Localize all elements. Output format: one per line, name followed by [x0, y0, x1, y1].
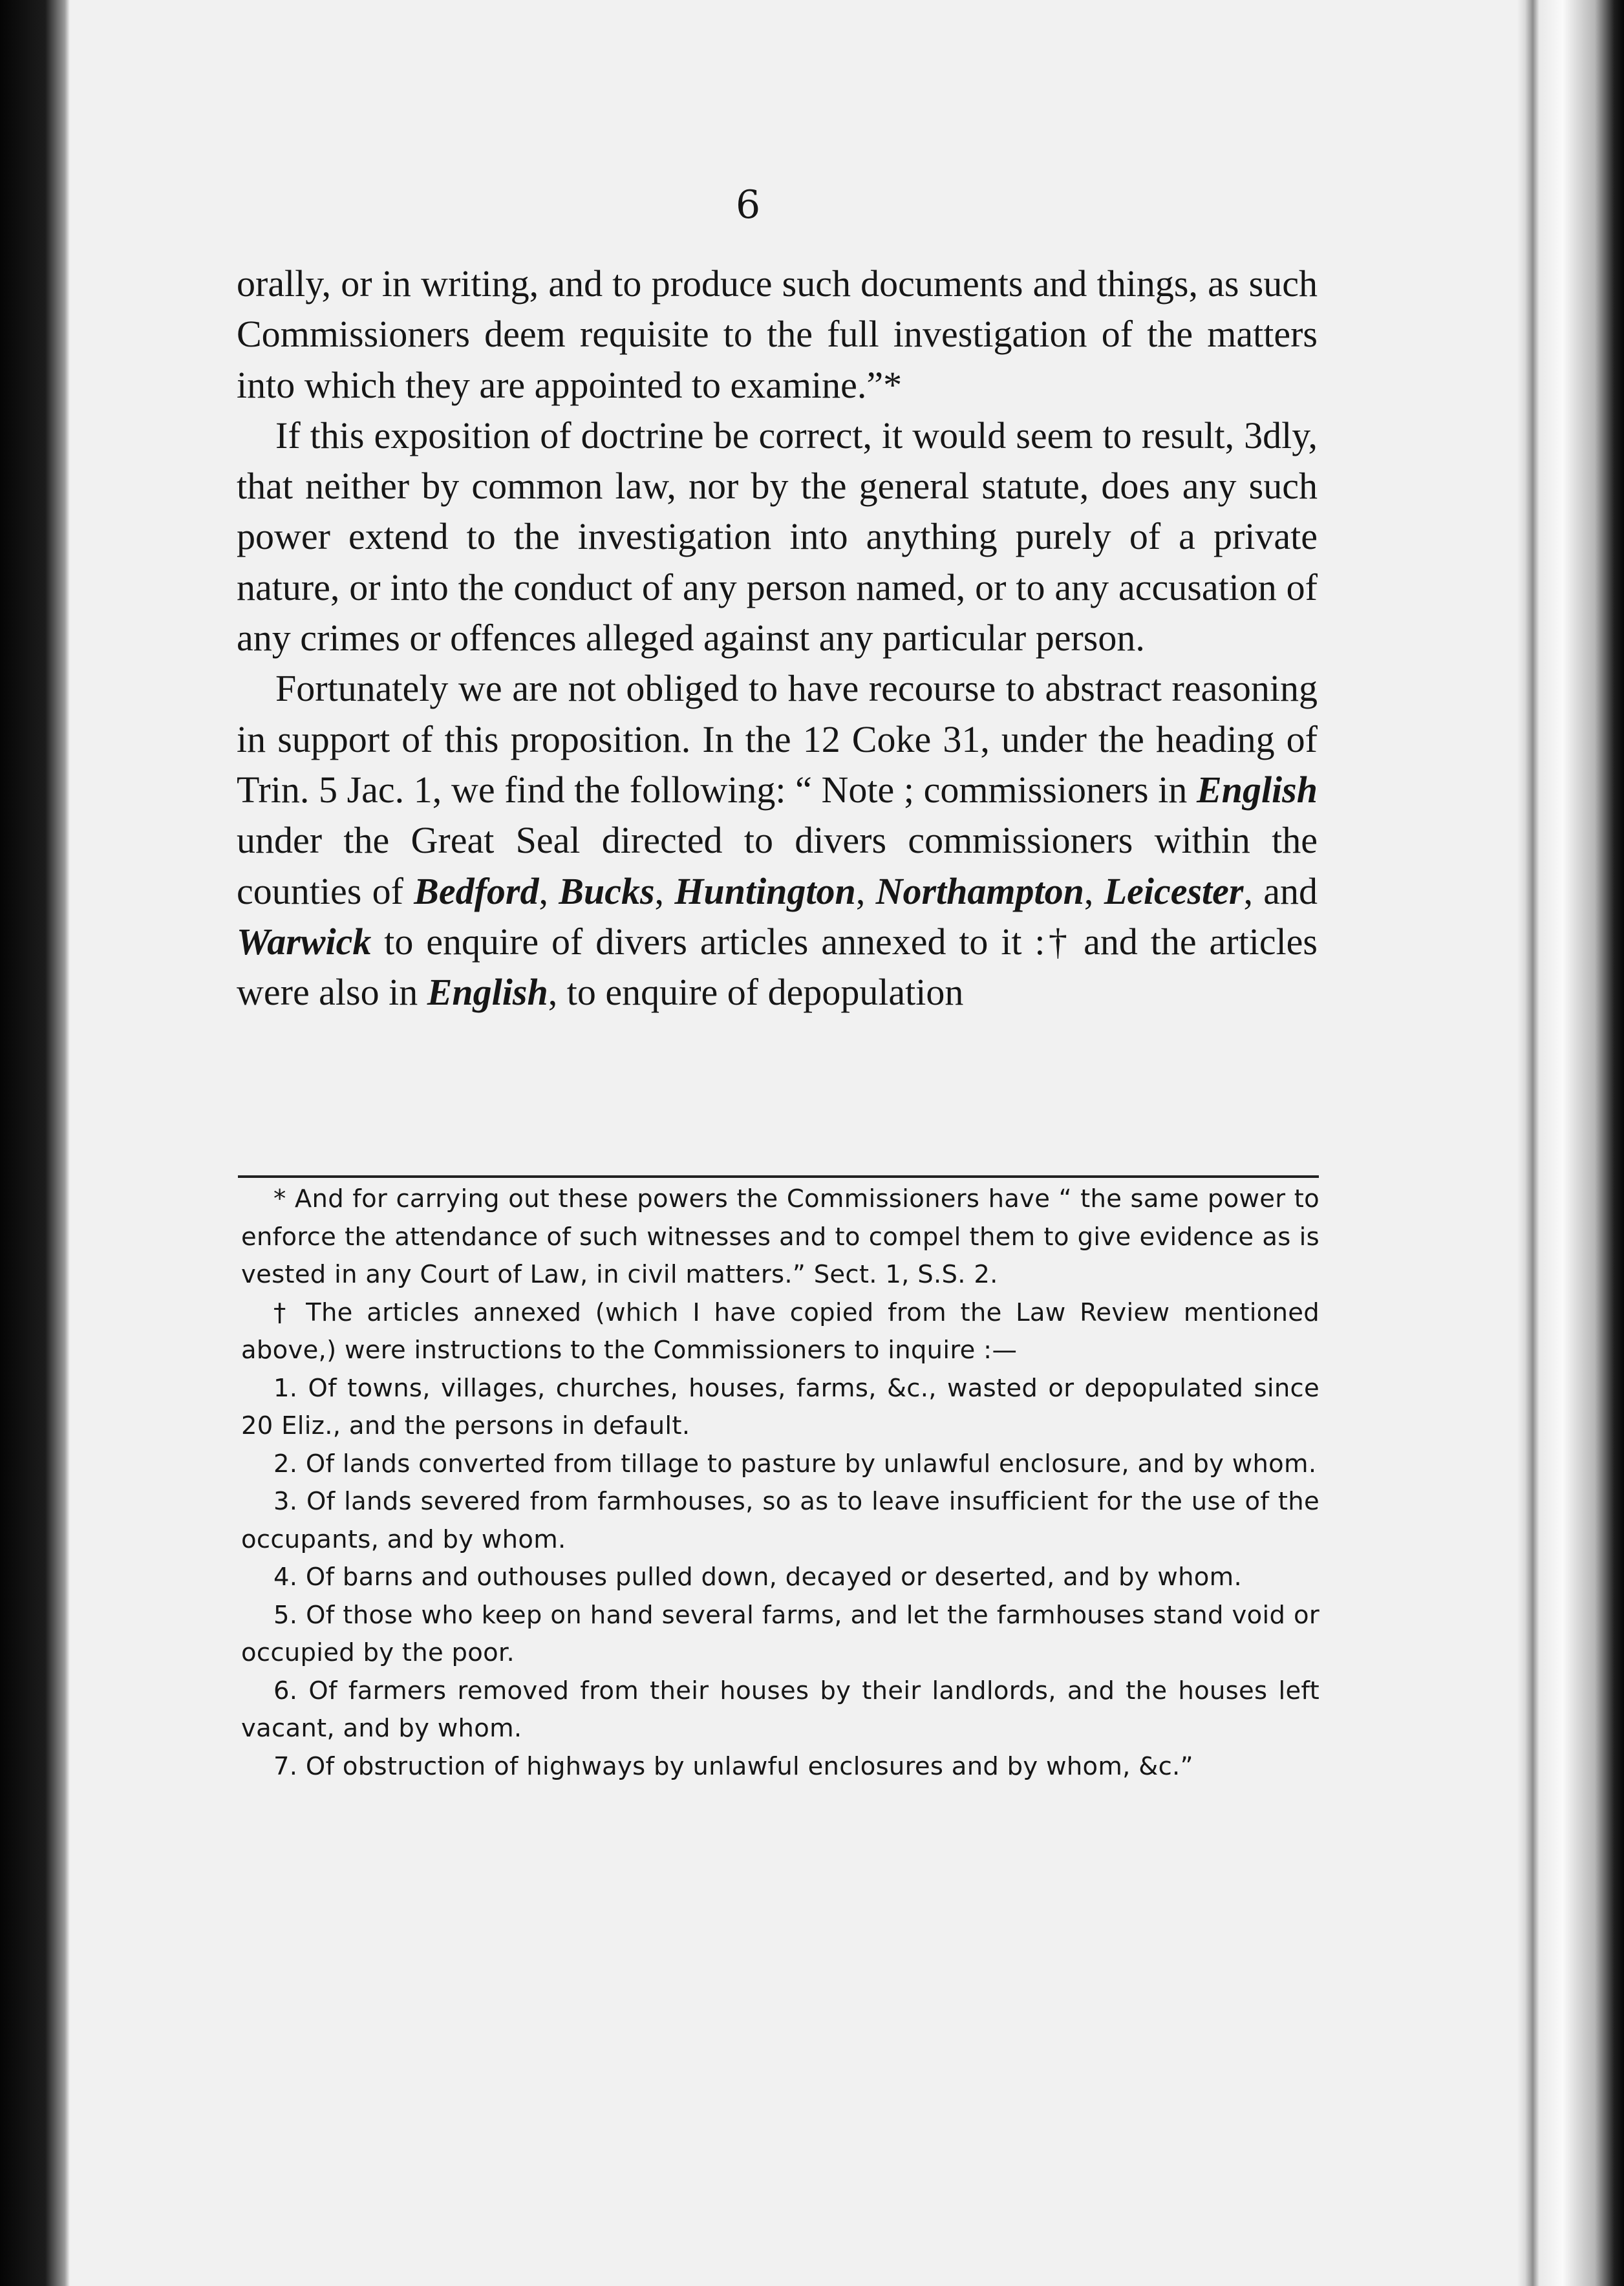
text-run: ,: [1084, 870, 1104, 912]
footnote-article: 1. Of towns, villages, churches, houses, farms, &c., wasted or depopulated since 20 Eliz., and the persons in default.: [241, 1373, 1320, 1440]
scan-left-edge: [0, 0, 70, 2286]
text-run: , to enquire of depopulation: [548, 971, 964, 1014]
text-run: ,: [654, 870, 675, 912]
footnote-dagger: † The articles annexed (which I have copied from the Law Review mentioned above,) were instructions to the Commissioners to inquire :—: [241, 1298, 1320, 1365]
footnote-star: * And for carrying out these powers the Commissioners have “ the same power to enforce the attendance of such witnesses and to compel them to give evidence as is vested in any Court of Law, in civil matters.” Sect. 1, S.S. 2.: [241, 1184, 1320, 1289]
italic-warwick: Warwick: [237, 920, 372, 963]
text-run: ,: [539, 870, 559, 912]
italic-leicester: Leicester: [1104, 870, 1244, 912]
footnote-article: 6. Of farmers removed from their houses by their landlords, and the houses left vacant, and by whom.: [241, 1676, 1320, 1743]
text-run: ,: [855, 870, 876, 912]
paragraph-exposition: If this exposition of doctrine be correct, it would seem to result, 3dly, that neither by common law, nor by the general statute, does any such power extend to the investigation into anything purely of a private nature, or into the conduct of any person named, or to any accusation of any crimes or offences alleged against any particular person.: [237, 414, 1318, 659]
italic-english: English: [1197, 768, 1318, 811]
italic-bedford: Bedford: [414, 870, 539, 912]
page-number: 6: [736, 182, 761, 228]
footnote-article: 5. Of those who keep on hand several farms, and let the farmhouses stand void or occupied by the poor.: [241, 1600, 1320, 1667]
italic-huntington: Huntington: [674, 870, 856, 912]
italic-northampton: Northampton: [875, 870, 1084, 912]
text-run: to enquire of divers articles annexed to it :† and the articles were also in: [237, 920, 1318, 1014]
text-run: under the Great Seal directed to divers commissioners within the counties of: [237, 819, 1318, 912]
footnote-article: 7. Of obstruction of highways by unlawful enclosures and by whom, &c.”: [273, 1751, 1193, 1781]
book-page: [70, 0, 1517, 2286]
text-run: , and: [1243, 870, 1318, 912]
paragraph-coke: [237, 663, 1318, 1018]
italic-english: English: [427, 971, 548, 1014]
footnotes: [241, 1180, 1320, 1786]
scan-right-edge: [1517, 0, 1624, 2286]
footnote-article: 4. Of barns and outhouses pulled down, decayed or deserted, and by whom.: [273, 1563, 1242, 1592]
text-run: Fortunately we are not obliged to have recourse to abstract reasoning in support of this proposition. In the 12 Coke 31, under the heading of Trin. 5 Jac. 1, we find the following: “ Note ; commissioners in: [237, 667, 1318, 811]
footnote-rule: [238, 1175, 1319, 1178]
footnote-article: 2. Of lands converted from tillage to pasture by unlawful enclosure, and by whom.: [273, 1449, 1317, 1479]
footnote-article: 3. Of lands severed from farmhouses, so as to leave insufficient for the use of the occupants, and by whom.: [241, 1487, 1320, 1554]
main-text: [237, 259, 1318, 1018]
paragraph-continuation: orally, or in writing, and to produce such documents and things, as such Commissioners deem requisite to the full investigation of the matters into which they are appointed to examine.”*: [237, 262, 1318, 406]
italic-bucks: Bucks: [559, 870, 655, 912]
